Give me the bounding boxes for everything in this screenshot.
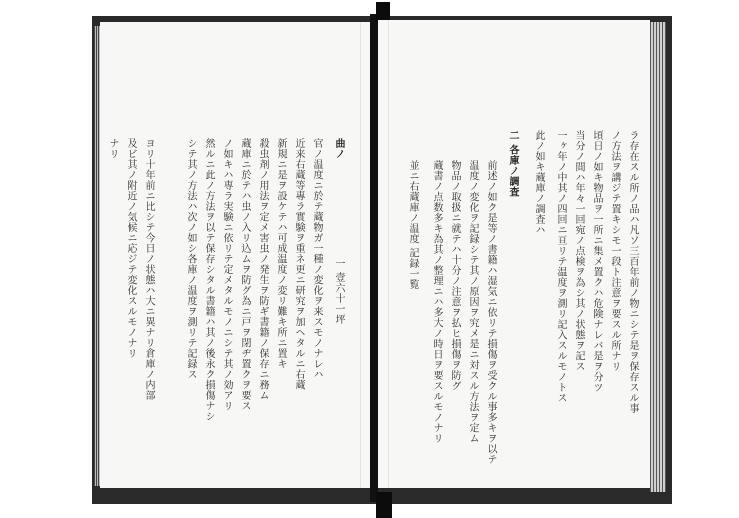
right-body-column-3: 物品ノ取扱ニ就テハ十分ノ注意ヲ払ヒ損傷ヲ防グ [449,160,460,391]
right-page [378,20,650,488]
left-column-1: 官ノ温度ニ於テ蔵物ガ一種ノ変化ヲ来スモノナレハ [311,138,322,380]
right-section-label: 二 各庫ノ調査 [507,130,518,197]
bookmark-ribbon-bottom [376,492,392,518]
left-column-3: 新規ニ是ヲ設ケテハ可成温度ノ変リ難キ所ニ置キ [275,138,286,369]
left-column-7: 然ルニ此ノ方法ヲ以テ保存シタル書籍ハ其ノ後永ク損傷ナシ [203,138,214,422]
bookmark-ribbon-top [376,2,390,22]
right-column-5: 一ヶ年ノ中其ノ四回ニ亘リテ温度ヲ測リ記入スルモノトス [555,130,566,403]
left-heading: 曲ノ [333,138,344,159]
right-fold-line [388,20,389,488]
right-column-2: ノ方法ヲ講ジテ置キシモ一段ト注意ヲ要スル所ナリ [609,130,620,372]
left-lower-column-2: 及ビ其ノ附近ノ気候ニ応ジテ変化スルモノナリ [125,138,136,359]
right-column-4: 当分ノ間ハ年々一回宛ノ点検ヲ為シ其ノ状態ヲ記ス [573,130,584,372]
left-heading-note: 一 壹六十一坪 [333,258,344,325]
left-column-6: ノ如キハ専ラ実験ニ依リテ定メタルモノニシテ其ノ効アリ [221,138,232,411]
right-page-edges [650,22,666,492]
right-column-1: ラ存在スル所ノ品ハ凡ソ三百年前ノ物ニシテ是ヲ保存スル事 [627,130,638,414]
right-footer-line: 並ニ右蔵庫ノ温度 記録一覧 [407,160,418,290]
left-column-8: シテ其ノ方法ハ次ノ如シ各庫ノ温度ヲ測リテ記録ス [185,138,196,380]
right-body-column-4: 蔵書ノ点数多キ為其ノ整理ニハ多大ノ時日ヲ要スルモノナリ [431,160,442,444]
book-spine [370,14,378,502]
right-body-column-2: 温度ノ変化ヲ記録シテ其ノ原因ヲ究メ是ニ対スル方法ヲ定ム [467,160,478,444]
left-fold-line [360,22,361,488]
left-column-4: 殺虫剤ノ用法ヲ定メ害虫ノ発生ヲ防ギ書籍ノ保存ニ務ム [257,138,268,401]
right-column-3: 頃日ノ如キ物品ヲ一所ニ集メ置クハ危険ナレバ是ヲ分ツ [591,130,602,393]
left-lower-column-3: ナリ [107,138,118,159]
left-page [100,22,372,488]
right-body-column-1: 前述ノ如ク是等ノ書籍ハ湿気ニ依リテ損傷ヲ受クル事多キヲ以テ [485,160,496,465]
left-column-2: 近来右蔵等專ラ實験ヲ重ネ更ニ研究ヲ加ヘタルニ右蔵 [293,138,304,390]
left-column-5: 蔵庫ニ於テハ虫ノ入リ込ムヲ防グ為ニ戸ヲ閉ヂ置クヲ要ス [239,138,250,411]
right-note-line: 此ノ如キ蔵庫ノ調査ハ [533,130,544,235]
left-lower-column-1: ヨリ十年前ニ比シテ今日ノ状態ハ大ニ異ナリ倉庫ノ内部 [143,138,154,401]
